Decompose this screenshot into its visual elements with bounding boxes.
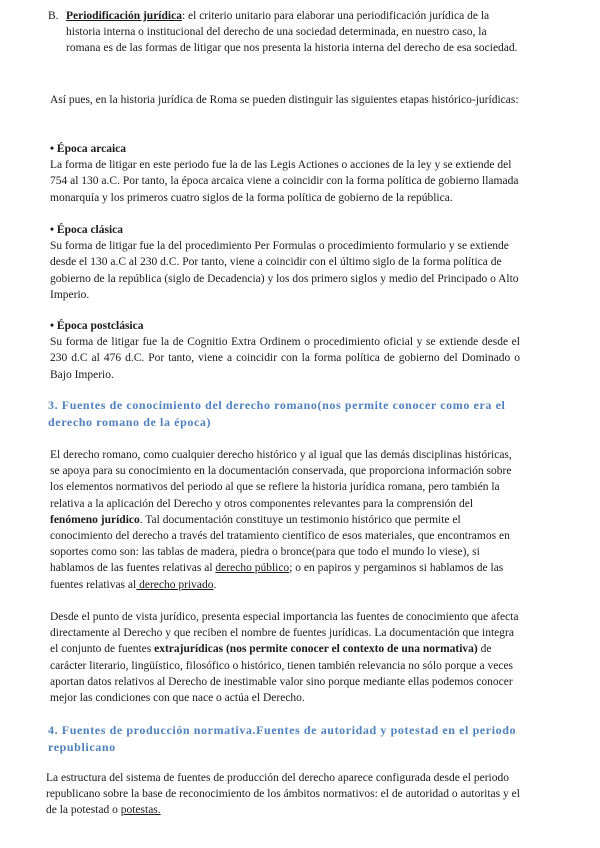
text-run: Desde el punto de vista jurídico, presenta especial importancia las fuentes de conocimiento que afecta directamente al Derecho y que reciben el nombre de fuentes jurídicas. La documentación que integra el conjunto de fuentes: [50, 611, 519, 656]
section-3-heading: 3. Fuentes de conocimiento del derecho romano(nos permite conocer como era el derecho romano de la época): [48, 398, 506, 429]
etapa-text: Su forma de litigar fue la del procedimiento Per Formulas o procedimiento formulario y se extiende desde el 130 a.C al 230 d.C. Por tanto, viene a coincidir con el último siglo de la forma política de gobierno de la república (siglo de Decadencia) y los dos primero siglos y medio del Principado o Alto Imperio.: [50, 240, 519, 301]
derecho-publico-link[interactable]: derecho público: [215, 562, 290, 575]
etapa-text: La forma de litigar en este periodo fue la de las Legis Actiones o acciones de la ley y se extiende del 754 al 130 a.C. Por tanto, la época arcaica viene a coincidir con la forma política de gobierno llamada monarquía y los primeros cuatro siglos de la forma política de gobierno de la república.: [50, 159, 519, 204]
item-b-term: Periodificación jurídica: [66, 10, 182, 22]
section-3-paragraph-1: [50, 447, 520, 593]
etapa-title: • Época clásica: [50, 224, 124, 236]
section-4-heading: 4. Fuentes de producción normativa.Fuentes de autoridad y potestad en el periodo republicano: [48, 723, 517, 754]
text-run: El derecho romano, como cualquier derecho histórico y al igual que las demás disciplinas históricas, se apoya para su conocimiento en la documentación conservada, que proporciona información sobre los elementos normativos del periodo al que se refiere la historia jurídica romana, pero también la relativa a la aplicación del Derecho y otros componentes relevantes para la comprensión del: [50, 449, 512, 510]
etapa-arcaica: [50, 141, 520, 206]
section-3-paragraph-2: [50, 609, 520, 706]
section-4-paragraph: [46, 770, 522, 819]
text-run: .: [213, 578, 217, 591]
etapa-title: • Época postclásica: [50, 320, 144, 332]
text-run: de carácter literario, lingüístico, filosófico o histórico, tienen también relevancia no sólo porque a veces aportan datos relativos al Derecho de inestimable valor sino porque mediante ellas podemos conocer mejor las condiciones con que nace o actúa el Derecho.: [50, 643, 514, 705]
bold-term: extrajurídicas (nos permite conocer el contexto de una normativa): [154, 643, 478, 656]
etapa-title: • Época arcaica: [50, 143, 126, 155]
item-b-text: : el criterio unitario para elaborar una periodificación jurídica de la historia interna o institucional del derecho de una sociedad determinada, en nuestro caso, la romana es de las formas de litigar que nos presenta la historia interna del derecho de esa sociedad.: [66, 10, 518, 55]
text-run: ; o en papiros y pergaminos si hablamos de las fuentes relativas al: [50, 562, 504, 591]
item-b-paragraph: [48, 8, 518, 57]
text-run: . Tal documentación constituye un testimonio histórico que permite el conocimiento del derecho a través del tratamiento científico de esos materiales, que encontramos en soportes como son: las tablas de madera, piedra o bronce(para que todo el mundo lo viese), si hablamos de las fuentes relativas al: [50, 513, 510, 575]
etapa-text: Su forma de litigar fue la de Cognitio Extra Ordinem o procedimiento oficial y se extiende desde el 230 d.C al 476 d.C. Por tanto, viene a coincidir con la forma política de gobierno del Dominado o Bajo Imperio.: [50, 336, 520, 381]
item-b-letter: B.: [48, 10, 59, 22]
potestas-link[interactable]: potestas.: [120, 804, 161, 817]
text-run: La estructura del sistema de fuentes de producción del derecho aparece configurada desde el periodo republicano sobre la base de reconocimiento de los ámbitos normativos: el de autoridad o autoritas y el de la potestad o: [46, 772, 520, 817]
etapa-clasica: [50, 222, 520, 303]
bold-term: fenómeno jurídico: [50, 513, 140, 526]
derecho-privado-link[interactable]: derecho privado: [136, 578, 214, 591]
intro-paragraph: Así pues, en la historia jurídica de Roma se pueden distinguir las siguientes etapas histórico-jurídicas:: [50, 94, 519, 106]
etapa-postclasica: [50, 318, 520, 383]
